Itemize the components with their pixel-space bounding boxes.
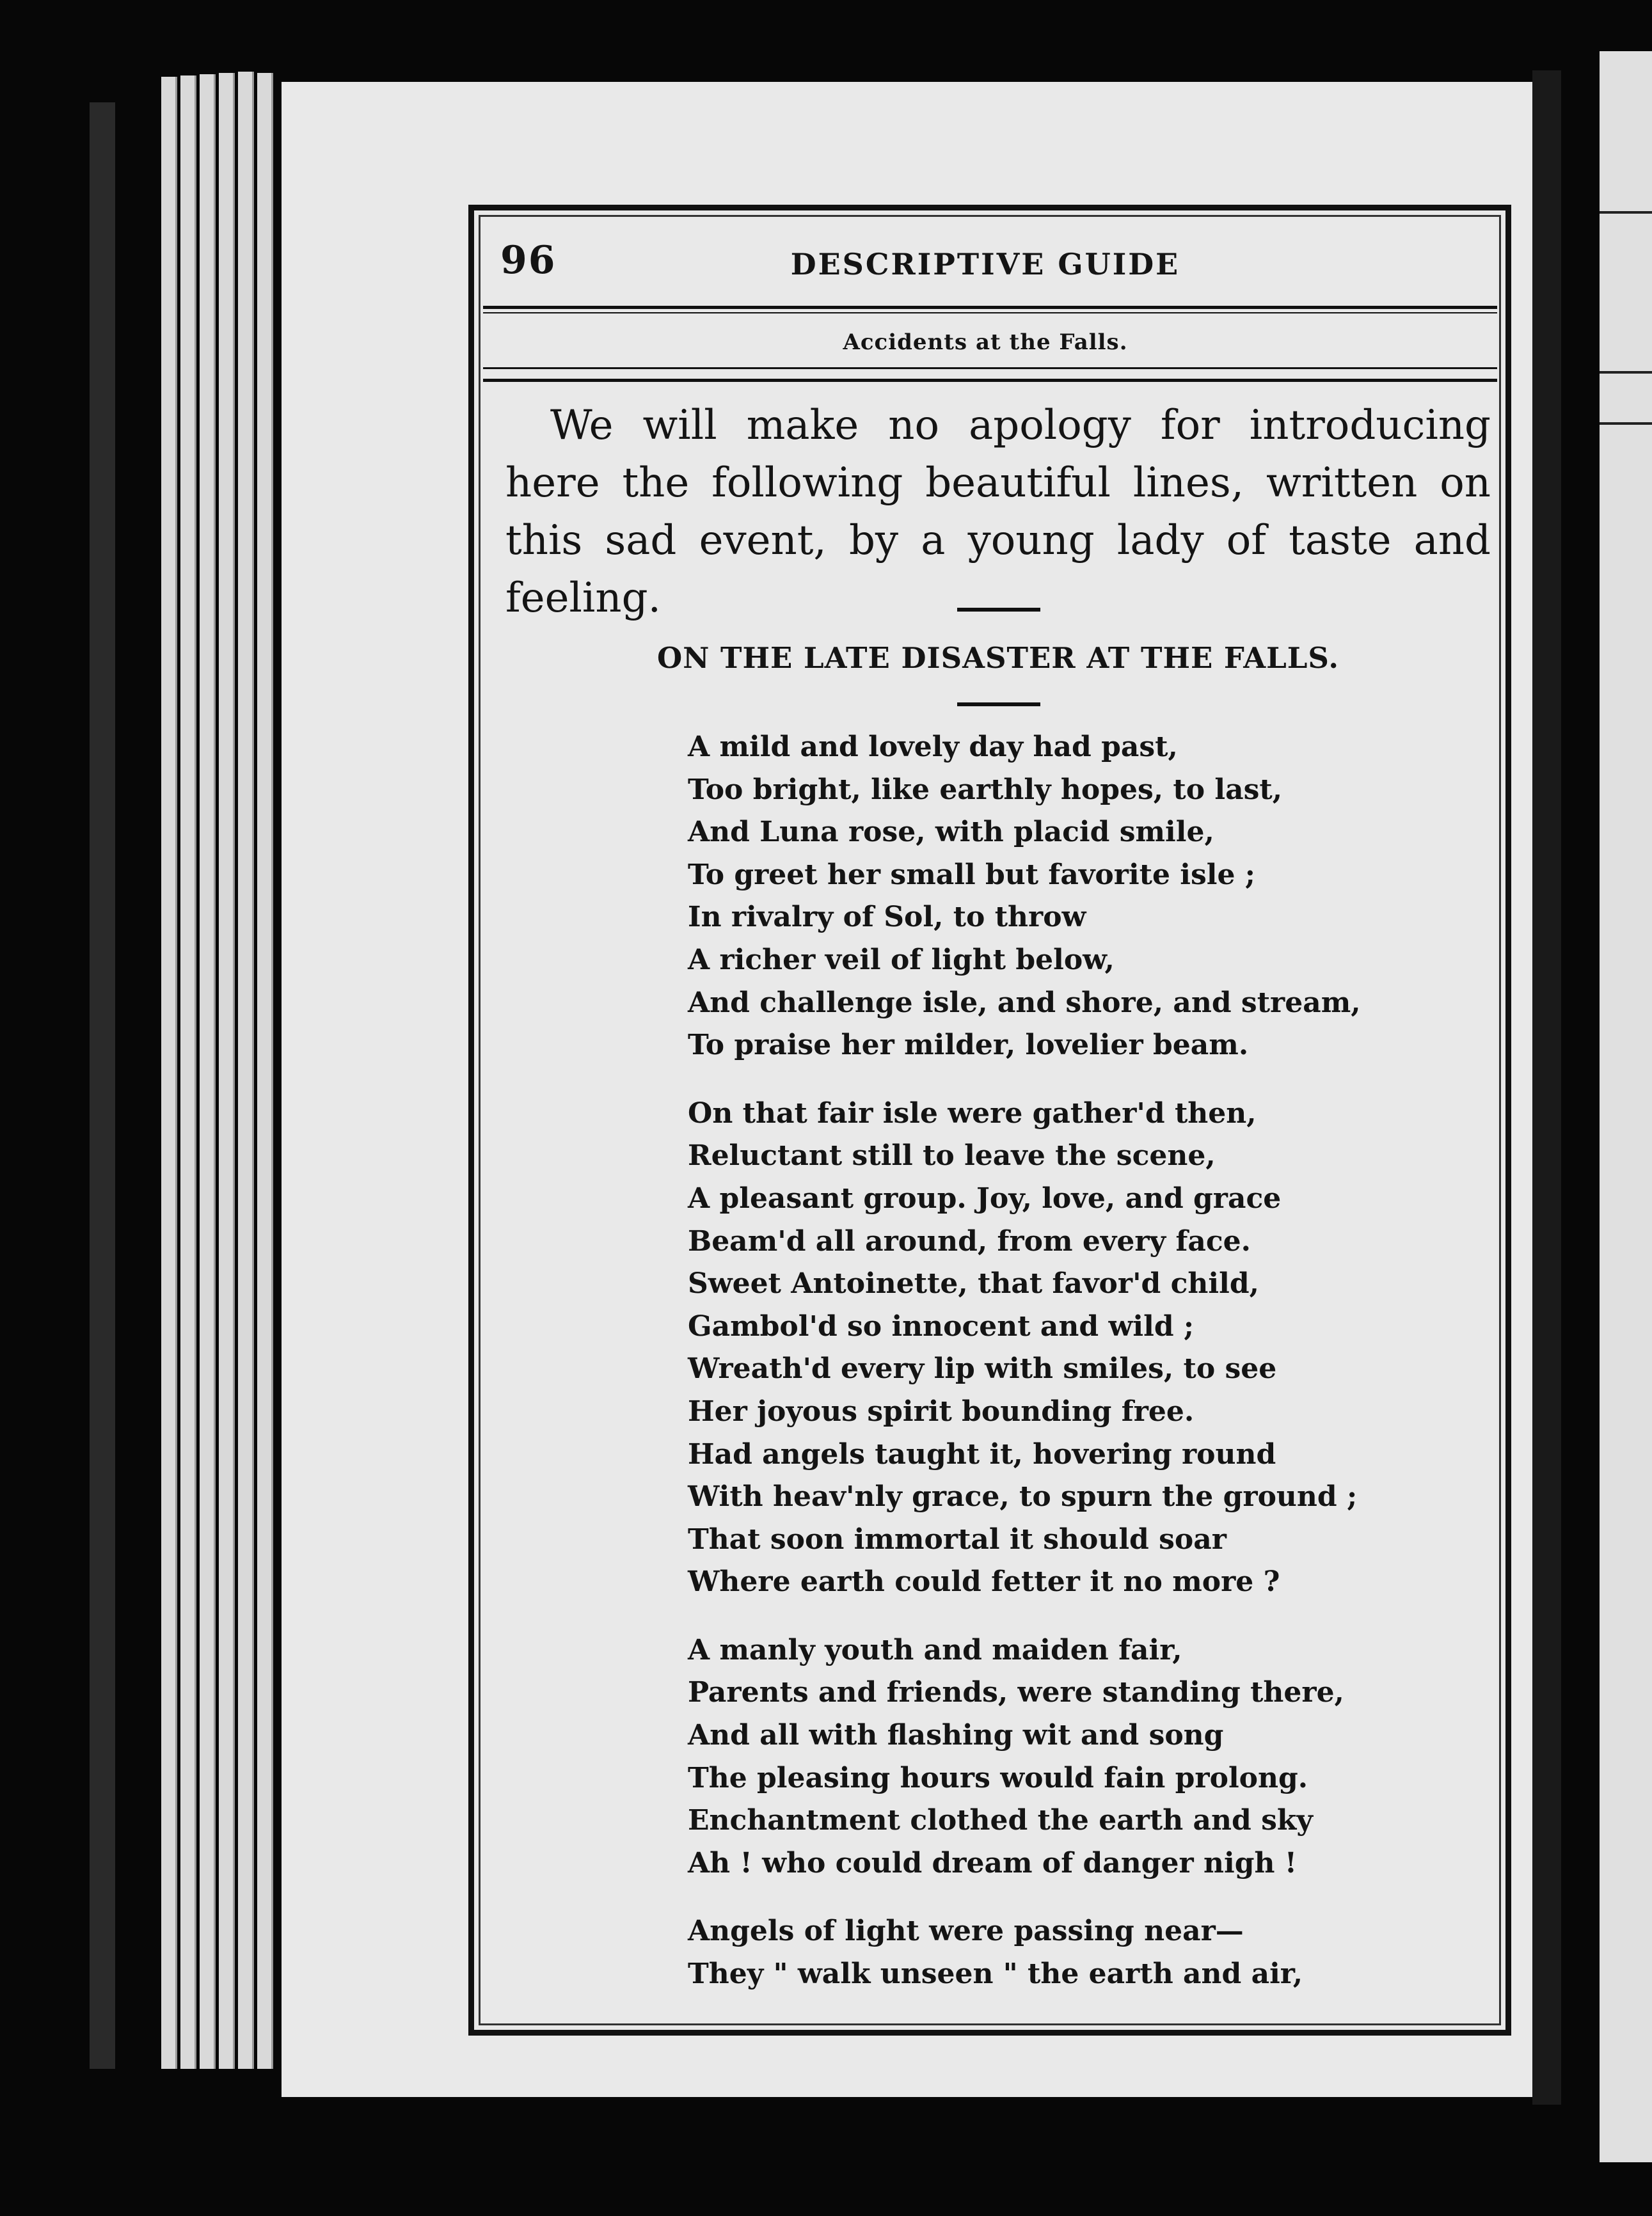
gutter-shadow (1532, 70, 1561, 2105)
divider-rule (957, 608, 1040, 612)
poem-title: ON THE LATE DISASTER AT THE FALLS. (657, 641, 1339, 675)
poem-line: That soon immortal it should soar (688, 1523, 1227, 1556)
section-rule (483, 367, 1497, 369)
poem-stanza-3 (688, 1629, 1494, 1885)
poem-line: In rivalry of Sol, to throw (688, 901, 1086, 934)
poem-stanza-1 (688, 726, 1494, 1067)
facing-page-fragment (1600, 51, 1652, 2162)
poem-stanza-4 (688, 1910, 1494, 1995)
header-rule (483, 306, 1497, 309)
page-edge (200, 74, 216, 2069)
page-edge (180, 75, 196, 2069)
poem-line: Gambol'd so innocent and wild ; (688, 1310, 1195, 1343)
section-rule-thick (483, 379, 1497, 382)
poem-line: Enchantment clothed the earth and sky (688, 1804, 1313, 1837)
poem-line: Sweet Antoinette, that favor'd child, (688, 1267, 1259, 1301)
poem-line: Where earth could fetter it no more ? (688, 1565, 1280, 1599)
header-rule-thin (483, 312, 1497, 313)
page-edge (257, 73, 273, 2069)
section-title: Accidents at the Falls. (843, 329, 1128, 355)
divider-rule (957, 702, 1040, 706)
poem-line: Angels of light were passing near— (688, 1915, 1244, 1948)
poem-line: Ah ! who could dream of danger nigh ! (688, 1846, 1298, 1880)
poem-line: To greet her small but favorite isle ; (688, 858, 1256, 891)
page-edge (238, 72, 254, 2069)
running-head: DESCRIPTIVE GUIDE (790, 247, 1180, 281)
poem-line: And Luna rose, with placid smile, (688, 816, 1214, 849)
poem-line: A pleasant group. Joy, love, and grace (688, 1182, 1282, 1215)
poem-line: Wreath'd every lip with smiles, to see (688, 1352, 1277, 1386)
poem-line: With heav'nly grace, to spurn the ground ; (688, 1480, 1358, 1514)
intro-paragraph: We will make no apology for introducing here the following beautiful lines, written on this sad event, by a young lady of taste and feeling. (505, 402, 1491, 622)
book-spine-shadow (90, 102, 115, 2069)
poem-line: To praise her milder, lovelier beam. (688, 1029, 1249, 1062)
poem-line: A richer veil of light below, (688, 943, 1115, 976)
poem-line: Had angels taught it, hovering round (688, 1437, 1276, 1471)
poem-stanza-2 (688, 1093, 1494, 1604)
poem-line: A manly youth and maiden fair, (688, 1633, 1182, 1666)
poem-line: A mild and lovely day had past, (688, 731, 1178, 763)
poem-line: Too bright, like earthly hopes, to last, (688, 773, 1283, 806)
facing-page-rule (1600, 211, 1652, 214)
facing-page-rule (1600, 371, 1652, 374)
poem-line: Reluctant still to leave the scene, (688, 1139, 1216, 1173)
poem-line: Parents and friends, were standing there, (688, 1676, 1344, 1709)
page-number: 96 (500, 238, 557, 283)
poem (688, 726, 1494, 2022)
poem-line: The pleasing hours would fain prolong. (688, 1761, 1308, 1794)
poem-line: They " walk unseen " the earth and air, (688, 1958, 1303, 1991)
poem-line: Beam'd all around, from every face. (688, 1224, 1251, 1258)
poem-line: On that fair isle were gather'd then, (688, 1096, 1257, 1130)
poem-line: And challenge isle, and shore, and stream, (688, 986, 1361, 1019)
facing-page-rule (1600, 422, 1652, 425)
page-edge (161, 77, 177, 2069)
poem-line: Her joyous spirit bounding free. (688, 1395, 1195, 1428)
page-edge (219, 73, 235, 2069)
poem-line: And all with flashing wit and song (688, 1719, 1224, 1752)
